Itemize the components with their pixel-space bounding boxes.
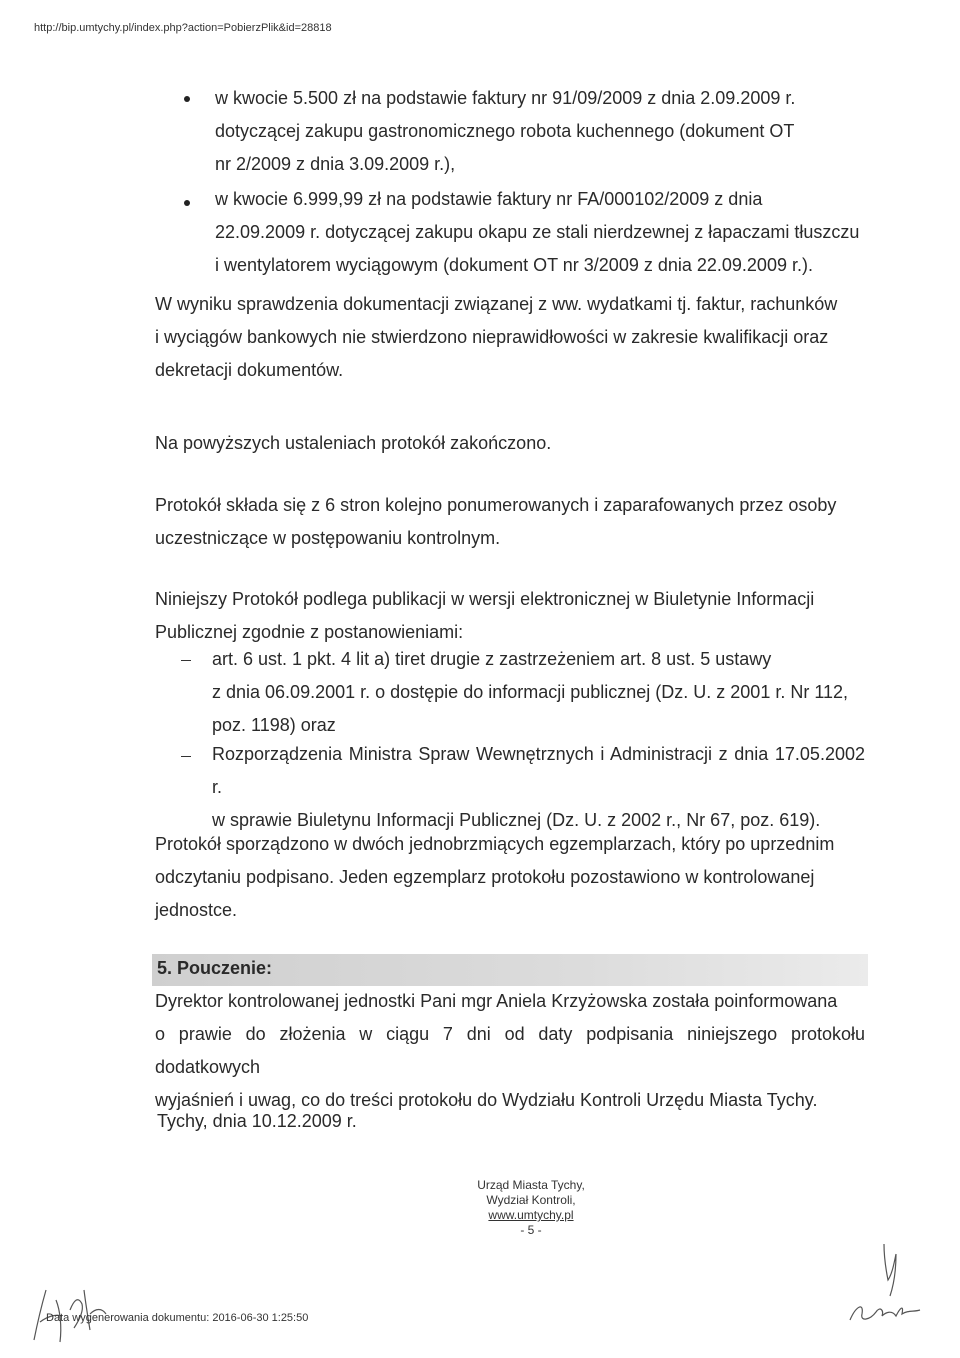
copies-paragraph: [155, 828, 865, 927]
bullet-text: [215, 82, 865, 181]
bullet-icon: [184, 96, 190, 102]
dash-icon: [181, 756, 191, 757]
text-line: art. 6 ust. 1 pkt. 4 lit a) tiret drugie z zastrzeżeniem art. 8 ust. 5 ustawy: [212, 649, 772, 669]
text-line: odczytaniu podpisano. Jeden egzemplarz protokołu pozostawiono w kontrolowanej: [155, 867, 815, 887]
text-line: Publicznej zgodnie z postanowieniami:: [155, 622, 464, 642]
text-line: poz. 1198) oraz: [212, 715, 336, 735]
footer-office: Urząd Miasta Tychy,: [477, 1178, 585, 1192]
bullet-text: [215, 183, 865, 282]
text-line: Niniejszy Protokół podlega publikacji w wersji elektronicznej w Biuletynie Informacji: [155, 589, 815, 609]
handwritten-signature-icon: [26, 1270, 126, 1350]
handwritten-initials-icon: [840, 1240, 930, 1330]
text-line: dekretacji dokumentów.: [155, 360, 344, 380]
dash-item-text: [212, 738, 865, 837]
print-url: http://bip.umtychy.pl/index.php?action=PobierzPlik&id=28818: [34, 22, 332, 34]
findings-paragraph: [155, 288, 865, 387]
text-line: w sprawie Biuletynu Informacji Publicznej (Dz. U. z 2002 r., Nr 67, poz. 619).: [212, 810, 821, 830]
dash-icon: [181, 660, 191, 661]
publication-paragraph: [155, 583, 865, 649]
text-line: z dnia 06.09.2001 r. o dostępie do informacji publicznej (Dz. U. z 2001 r. Nr 112,: [212, 682, 849, 702]
place-date: Tychy, dnia 10.12.2009 r.: [157, 1111, 357, 1131]
text-line: i wentylatorem wyciągowym (dokument OT nr 3/2009 z dnia 22.09.2009 r.).: [215, 255, 813, 275]
text-line: wyjaśnień i uwag, co do treści protokołu do Wydziału Kontroli Urzędu Miasta Tychy.: [155, 1090, 818, 1110]
text-line: Na powyższych ustaleniach protokół zakończono.: [155, 433, 552, 453]
text-line: Protokół sporządzono w dwóch jednobrzmiących egzemplarzach, który po uprzednim: [155, 834, 835, 854]
text-line: W wyniku sprawdzenia dokumentacji związanej z ww. wydatkami tj. faktur, rachunków: [155, 294, 838, 314]
footer-website-link[interactable]: www.umtychy.pl: [488, 1208, 574, 1222]
text-line: w kwocie 6.999,99 zł na podstawie faktury nr FA/000102/2009 z dnia: [215, 189, 763, 209]
text-line: w kwocie 5.500 zł na podstawie faktury nr 91/09/2009 z dnia 2.09.2009 r.: [215, 88, 796, 108]
closing-paragraph: [155, 427, 865, 460]
page-footer: [400, 1178, 662, 1238]
text-line: 22.09.2009 r. dotyczącej zakupu okapu ze stali nierdzewnej z łapaczami tłuszczu: [215, 222, 860, 242]
footer-department: Wydział Kontroli,: [486, 1193, 576, 1207]
text-line: Protokół składa się z 6 stron kolejno ponumerowanych i zaparafowanych przez osoby: [155, 495, 837, 515]
pages-paragraph: [155, 489, 865, 555]
text-line: nr 2/2009 z dnia 3.09.2009 r.),: [215, 154, 456, 174]
text-line: uczestniczące w postępowaniu kontrolnym.: [155, 528, 501, 548]
section-heading: 5. Pouczenie:: [157, 958, 273, 978]
dash-item-text: [212, 643, 865, 742]
text-line: dotyczącej zakupu gastronomicznego robota kuchennego (dokument OT: [215, 121, 795, 141]
instruction-paragraph: [155, 985, 865, 1117]
text-line: Rozporządzenia Ministra Spraw Wewnętrznych i Administracji z dnia 17.05.2002 r.: [212, 744, 865, 797]
page-number: - 5 -: [520, 1223, 542, 1237]
generated-timestamp: Data wygenerowania dokumentu: 2016-06-30 1:25:50: [46, 1312, 309, 1324]
text-line: o prawie do złożenia w ciągu 7 dni od daty podpisania niniejszego protokołu dodatkowych: [155, 1024, 865, 1077]
bullet-icon: [184, 200, 190, 206]
text-line: jednostce.: [155, 900, 238, 920]
text-line: i wyciągów bankowych nie stwierdzono nieprawidłowości w zakresie kwalifikacji oraz: [155, 327, 829, 347]
text-line: Dyrektor kontrolowanej jednostki Pani mgr Aniela Krzyżowska została poinformowana: [155, 991, 838, 1011]
